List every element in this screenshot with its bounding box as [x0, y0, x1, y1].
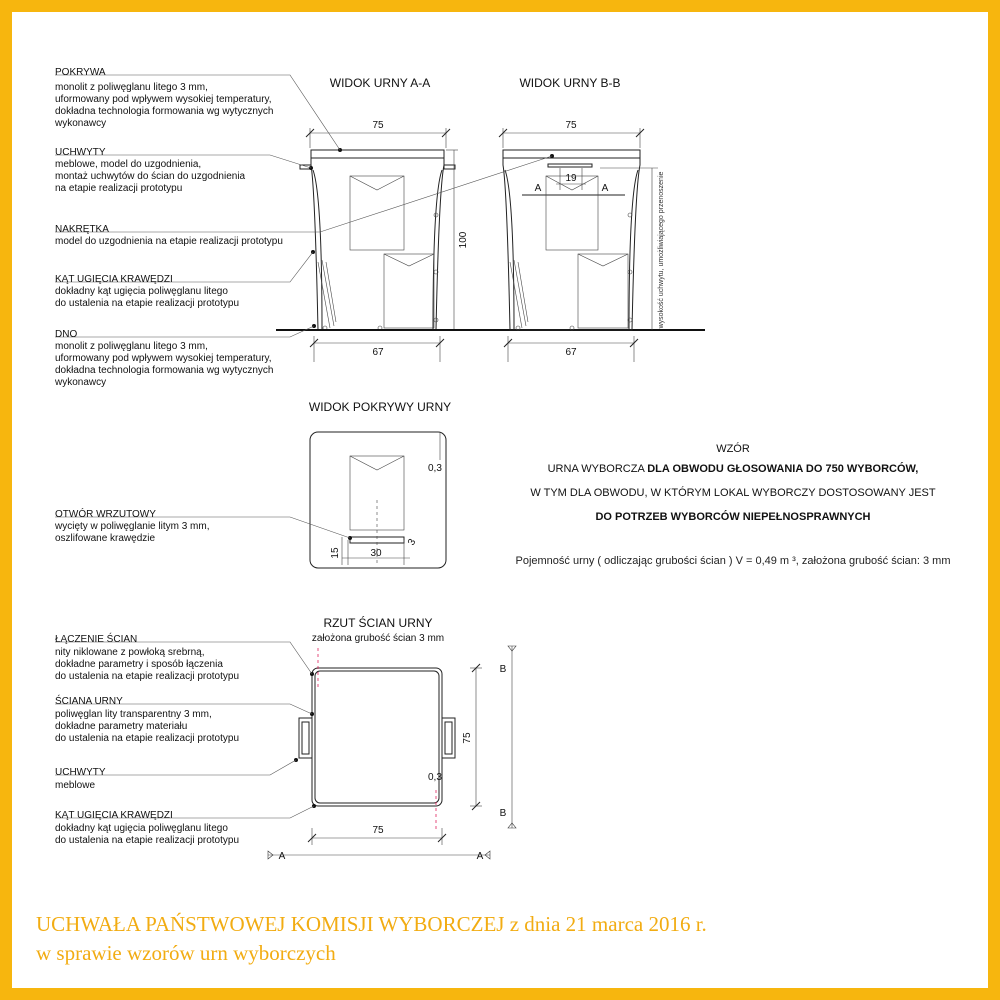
label-dno-title: DNO: [55, 329, 78, 340]
view-b-dim-top: 75: [565, 120, 577, 131]
plan-view: [268, 615, 516, 862]
label-nakretka-line: model do uzgodnienia na etapie realizacji prototypu: [55, 236, 283, 247]
plan-mark-b-bottom: B: [499, 808, 507, 819]
plan-view-title: RZUT ŚCIAN URNY: [323, 616, 433, 630]
wzor-heading: WZÓR: [716, 443, 750, 455]
label-pokrywa-line: monolit z poliwęglanu litego 3 mm,: [55, 82, 208, 93]
plan-mark-b-top: B: [499, 664, 507, 675]
label-otwor-line: oszlifowane krawędzie: [55, 533, 156, 544]
label-sciana-line: dokładne parametry materiału: [55, 721, 188, 732]
view-b-title: WIDOK URNY B-B: [519, 76, 621, 90]
lid-dim-slot-h: 15: [330, 547, 341, 559]
view-a-dim-height: 100: [458, 231, 469, 249]
view-a-dim-top: 75: [372, 120, 384, 131]
label-laczenie-title: ŁĄCZENIE ŚCIAN: [55, 634, 138, 645]
label-nakretka-title: NAKRĘTKA: [55, 224, 109, 235]
footer-line1: UCHWAŁA PAŃSTWOWEJ KOMISJI WYBORCZEJ z dnia 21 marca 2016 r.: [36, 912, 707, 936]
label-uchwyty-line: na etapie realizacji prototypu: [55, 183, 183, 194]
wzor-line3: DO POTRZEB WYBORCÓW NIEPEŁNOSPRAWNYCH: [595, 511, 871, 523]
plan-mark-a-right: A: [476, 851, 484, 862]
plan-view-subtitle: założona grubość ścian 3 mm: [311, 633, 445, 644]
wzor-line1-bold: DLA OBWODU GŁOSOWANIA DO 750 WYBORCÓW,: [647, 463, 919, 475]
label-sciana-line: poliwęglan lity transparentny 3 mm,: [55, 709, 212, 720]
label-uchwyty-title: UCHWYTY: [55, 147, 106, 158]
label-dno-line: uformowany pod wpływem wysokiej temperatury,: [55, 353, 272, 364]
slot-label: [54, 507, 210, 544]
label-sciana-line: do ustalenia na etapie realizacji prototypu: [55, 733, 240, 744]
plan-dim-side: 75: [462, 732, 473, 744]
label-uchwyty-line: meblowe, model do uzgodnienia,: [55, 159, 202, 170]
label-laczenie-line: dokładne parametry i sposób łączenia: [55, 659, 223, 670]
lid-view-title: WIDOK POKRYWY URNY: [308, 400, 452, 414]
label-kat2-line: dokładny kąt ugięcia poliwęglanu litego: [55, 823, 228, 834]
view-b-section-a-right: A: [601, 183, 609, 194]
wzor-line1-normal: URNA WYBORCZA: [547, 463, 648, 475]
label-dno-line: dokładna technologia formowania wg wytycznych: [55, 365, 274, 376]
label-otwor-line: wycięty w poliwęglanie litym 3 mm,: [55, 521, 210, 532]
view-a-dim-bottom: 67: [372, 347, 384, 358]
view-b-dim-bottom: 67: [565, 347, 577, 358]
label-kat-title: KĄT UGIĘCIA KRAWĘDZI: [55, 274, 173, 285]
label-laczenie-line: do ustalenia na etapie realizacji prototypu: [55, 671, 240, 682]
bottom-labels: [55, 632, 239, 846]
label-pokrywa-line: dokładna technologia formowania wg wytycznych: [55, 106, 274, 117]
label-otwor-title: OTWÓR WRZUTOWY: [55, 509, 156, 520]
label-laczenie-line: nity niklowane z powłoką srebrną,: [55, 647, 205, 658]
wzor-line1: [548, 462, 919, 475]
label-kat2-line: do ustalenia na etapie realizacji prototypu: [55, 835, 240, 846]
label-dno-line: wykonawcy: [55, 377, 107, 388]
lid-dim-corner: 0,3: [428, 463, 442, 474]
view-b-section-a-left: A: [534, 183, 542, 194]
wzor-line2: W TYM DLA OBWODU, W KTÓRYM LOKAL WYBORCZY DOSTOSOWANY JEST: [530, 487, 936, 499]
footer-line2: w sprawie wzorów urn wyborczych: [36, 941, 336, 965]
lid-dim-slot-w: 30: [370, 548, 382, 559]
label-pokrywa-line: uformowany pod wpływem wysokiej temperatury,: [55, 94, 272, 105]
view-a-a: [300, 76, 469, 362]
view-b-side-note: wysokość uchwytu, umożliwiającego przenoszenie: [658, 171, 665, 329]
plan-dim-bottom: 75: [372, 825, 384, 836]
label-dno-line: monolit z poliwęglanu litego 3 mm,: [55, 341, 208, 352]
label-uchwyty2-title: UCHWYTY: [55, 767, 106, 778]
plan-dim-corner: 0,3: [428, 772, 442, 783]
plan-mark-a-left: A: [278, 851, 286, 862]
label-kat-line: dokładny kąt ugięcia poliwęglanu litego: [55, 286, 228, 297]
wzor-block: [516, 442, 951, 567]
label-uchwyty-line: montaż uchwytów do ścian do uzgodnienia: [55, 171, 246, 182]
lid-dim-slot-3: 3: [406, 537, 419, 548]
top-labels: [54, 67, 283, 388]
label-kat2-title: KĄT UGIĘCIA KRAWĘDZI: [55, 810, 173, 821]
view-b-dim-slot: 19: [565, 173, 577, 184]
view-a-title: WIDOK URNY A-A: [329, 76, 431, 90]
label-sciana-title: ŚCIANA URNY: [55, 696, 123, 707]
label-pokrywa-line: wykonawcy: [55, 118, 107, 129]
view-b-b: [499, 76, 665, 362]
lid-view: [309, 400, 451, 568]
label-kat-line: do ustalenia na etapie realizacji prototypu: [55, 298, 240, 309]
label-pokrywa-title: POKRYWA: [55, 67, 106, 78]
wzor-capacity: Pojemność urny ( odliczając grubości ścian ) V = 0,49 m ³, założona grubość ścian: 3 mm: [515, 555, 951, 567]
label-uchwyty2-line: meblowe: [55, 780, 96, 791]
